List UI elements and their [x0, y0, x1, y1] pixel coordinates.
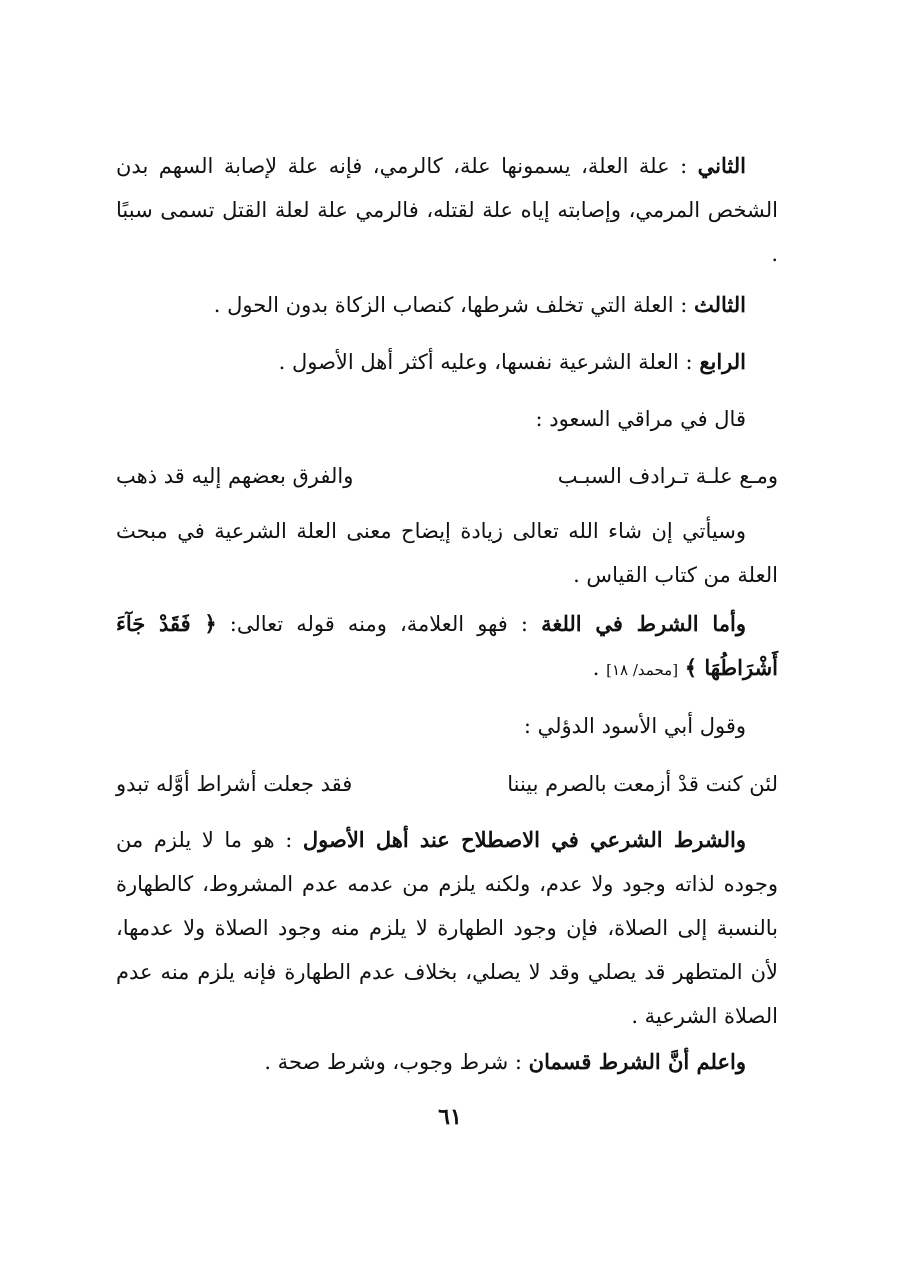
verse-first-hemistich: ومـع علـة تـرادف السبـب — [557, 464, 778, 488]
verse-second-hemistich: فقد جعلت أشراط أوَّله تبدو — [116, 772, 353, 796]
term-label: واعلم أنَّ الشرط قسمان — [528, 1049, 746, 1074]
verse-line-1 — [116, 454, 778, 498]
paragraph-text: قال في مراقي السعود : — [535, 407, 746, 431]
paragraph-text: وقول أبي الأسود الدؤلي : — [523, 714, 746, 738]
paragraph-text: : العلة الشرعية نفسها، وعليه أكثر أهل الأصول . — [278, 350, 693, 374]
term-label: والشرط الشرعي في الاصطلاح عند أهل الأصول — [302, 827, 746, 852]
paragraph-text: : هو ما لا يلزم من وجوده لذاته وجود ولا عدم، ولكنه يلزم من عدمه عدم المشروط، كالطهارة بالنسبة إلى الصلاة، فإن وجود الطهارة لا يلزم منه وجود الصلاة ولا عدمها، لأن المتطهر قد يصلي وقد لا يصلي، بخلاف عدم الطهارة فإنه يلزم منه عدم الصلاة الشرعية . — [116, 828, 778, 1028]
verse-line-2 — [116, 762, 778, 806]
term-label: الثاني — [697, 153, 746, 178]
verse-second-hemistich: والفرق بعضهم إليه قد ذهب — [116, 464, 354, 488]
paragraph-verse-intro — [116, 397, 778, 441]
paragraph-second-type — [116, 144, 778, 276]
paragraph-text: : شرط وجوب، وشرط صحة . — [264, 1050, 522, 1074]
paragraph-text: : فهو العلامة، ومنه قوله تعالى: — [229, 612, 528, 636]
sentence-end: . — [592, 656, 600, 680]
paragraph-condition-language — [116, 602, 778, 692]
paragraph-poet-intro — [116, 704, 778, 748]
paragraph-text: : العلة التي تخلف شرطها، كنصاب الزكاة بدون الحول . — [213, 293, 688, 317]
quran-verse: ﴿ فَقَدْ جَآءَ أَشْرَاطُهَا ﴾ — [116, 611, 778, 680]
paragraph-cross-reference — [116, 509, 778, 597]
paragraph-text: وسيأتي إن شاء الله تعالى زيادة إيضاح معنى العلة الشرعية في مبحث العلة من كتاب القياس . — [116, 519, 778, 587]
page-number: ٦١ — [438, 1104, 462, 1130]
term-label: وأما الشرط في اللغة — [541, 611, 746, 636]
verse-first-hemistich: لئن كنت قدْ أزمعت بالصرم بيننا — [507, 772, 778, 796]
paragraph-condition-types — [116, 1040, 778, 1084]
paragraph-text: : علة العلة، يسمونها علة، كالرمي، فإنه علة لإصابة السهم بدن الشخص المرمي، وإصابته إياه علة لقتله، فالرمي علة لعلة القتل تسمى سببًا . — [116, 154, 778, 266]
paragraph-third-type — [116, 283, 778, 327]
paragraph-condition-definition — [116, 818, 778, 1038]
paragraph-fourth-type — [116, 340, 778, 384]
term-label: الرابع — [699, 349, 746, 374]
term-label: الثالث — [694, 292, 746, 317]
quran-citation: [محمد/ ١٨] — [606, 661, 679, 679]
